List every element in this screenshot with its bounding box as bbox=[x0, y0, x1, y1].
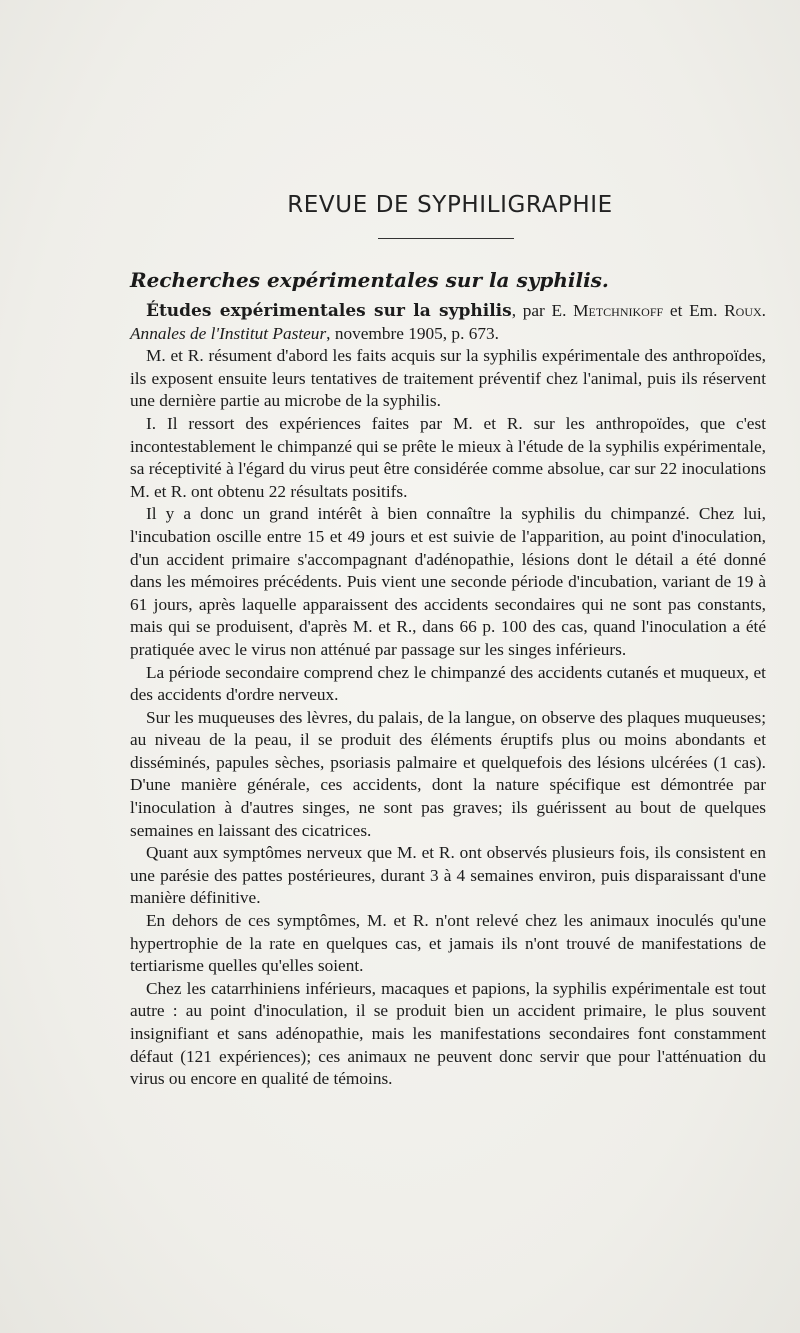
title-rule bbox=[378, 238, 514, 239]
reference-entry bbox=[130, 300, 766, 345]
paragraph: M. et R. résument d'abord les faits acquis sur la syphilis expérimentale des anthropoïdes, ils exposent ensuite leurs tentatives de traitement préventif chez l'animal, puis ils réservent une dernière partie au microbe de la syphilis. bbox=[130, 346, 766, 411]
reference-title: Études expérimentales sur la syphilis bbox=[146, 301, 512, 321]
section-heading: Recherches expérimentales sur la syphilis. bbox=[130, 268, 609, 292]
reference-author-2: Roux bbox=[724, 301, 762, 320]
reference-and: et Em. bbox=[663, 301, 725, 320]
reference-sep: . bbox=[761, 301, 766, 320]
page-title: REVUE DE SYPHILIGRAPHIE bbox=[287, 192, 613, 218]
paragraph: Chez les catarrhiniens inférieurs, macaques et papions, la syphilis expérimentale est tout autre : au point d'inoculation, il se produit bien un accident primaire, le plus souvent insignifiant et sans adénopathie, mais les manifestations secondaires font constamment défaut (121 expériences); ces animaux ne peuvent donc servir que pour l'atténuation du virus ou encore en qualité de témoins. bbox=[130, 978, 766, 1089]
reference-author-1: Metchnikoff bbox=[573, 301, 664, 320]
reference-journal: Annales de l'Institut Pasteur bbox=[130, 323, 327, 343]
paragraph: Quant aux symptômes nerveux que M. et R. ont observés plusieurs fois, ils consistent en une parésie des pattes postérieures, durant 3 à 4 semaines environ, puis disparaissant d'une manière définitive. bbox=[130, 843, 766, 908]
paragraph: La période secondaire comprend chez le chimpanzé des accidents cutanés et muqueux, et des accidents d'ordre nerveux. bbox=[130, 662, 766, 705]
paragraph: I. Il ressort des expériences faites par M. et R. sur les anthropoïdes, que c'est incontestablement le chimpanzé qui se prête le mieux à l'étude de la syphilis expérimentale, sa réceptivité à l'égard du virus peut être considérée comme absolue, car sur 22 inoculations M. et R. ont obtenu 22 résultats positifs. bbox=[130, 413, 766, 501]
paragraph: Sur les muqueuses des lèvres, du palais, de la langue, on observe des plaques muqueuses; au niveau de la peau, il se produit des éléments éruptifs plus ou moins abondants et disséminés, papules sèches, psoriasis palmaire et quelquefois des lésions ulcérées (1 cas). D'une manière générale, ces accidents, dont la nature spécifique est démontrée par l'inoculation à d'autres singes, ne sont pas graves; ils guérissent au bout de quelques semaines en laissant des cicatrices. bbox=[130, 707, 766, 840]
reference-details: , novembre 1905, p. 673. bbox=[326, 323, 499, 343]
article-body bbox=[130, 300, 766, 1091]
reference-by: , par E. bbox=[511, 301, 574, 320]
paragraph: Il y a donc un grand intérêt à bien connaître la syphilis du chimpanzé. Chez lui, l'incubation oscille entre 15 et 49 jours et est suivie de l'apparition, au point d'inoculation, d'un accident primaire s'accompagnant d'adénopathie, lésions dont le détail a été donné dans les mémoires précédents. Puis vient une seconde période d'incubation, variant de 19 à 61 jours, après laquelle apparaissent des accidents secondaires qui ne sont pas constants, mais qui se produisent, d'après M. et R., dans 66 p. 100 des cas, quand l'inoculation a été pratiquée avec le virus non atténué par passage sur les singes inférieurs. bbox=[130, 504, 766, 659]
paragraph: En dehors de ces symptômes, M. et R. n'ont relevé chez les animaux inoculés qu'une hypertrophie de la rate en quelques cas, et jamais ils n'ont trouvé de manifestations de tertiarisme quelles qu'elles soient. bbox=[130, 911, 766, 976]
